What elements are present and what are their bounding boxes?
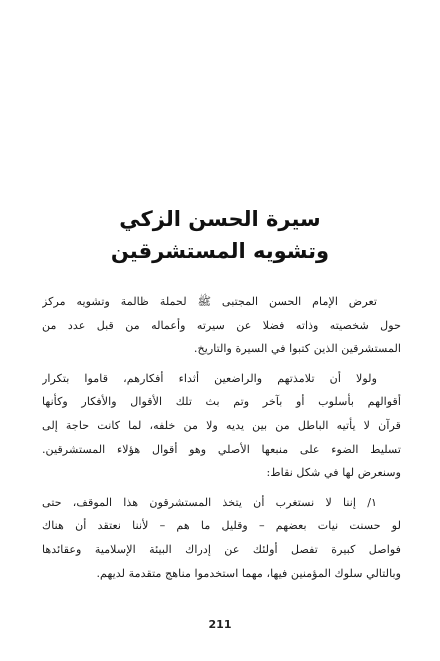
text-line: وسنعرض لها في شكل نقاط: — [266, 466, 401, 480]
chapter-title — [40, 203, 400, 267]
paragraph-3 — [42, 491, 401, 585]
page-number: 211 — [208, 618, 232, 631]
text-line: ١/ إننا لا نستغرب أن يتخذ المستشرقون هذا الموقف، حتى — [42, 495, 377, 509]
text-line: فواصل كبيرة تفصل أولئك عن إدراك البيئة الإسلامية وعقائدها — [42, 542, 401, 556]
text-line: قرآن لا يأتيه الباطل من بين يديه ولا من خلفه، لما كانت حاجة إلى — [42, 418, 401, 432]
paragraph-1 — [42, 290, 401, 361]
body-text — [42, 290, 401, 591]
text-line: تعرض الإمام الحسن المجتبى ﷺ لحملة ظالمة وتشويه مركز — [42, 295, 377, 308]
text-line: حول شخصيته وذاته فضلا عن سيرته وأعماله من قبل عدد من — [42, 318, 401, 332]
text-line: وبالتالي سلوك المؤمنين فيها، مهما استخدموا مناهج متقدمة لديهم. — [96, 566, 401, 580]
text-line: ولولا أن تلامذتهم والراضعين أثداء أفكارهم، قاموا بتكرار — [42, 371, 377, 385]
chapter-title-line-2: وتشويه المستشرقين — [110, 239, 330, 263]
text-line: تسليط الضوء على منبعها الأصلي وهو أقوال هؤلاء المستشرقين. — [42, 442, 401, 456]
text-line: أقوالهم بأسلوب أو بآخر وتم بث تلك الأقوال والأفكار وكأنها — [42, 395, 401, 409]
text-line: المستشرقين الذين كتبوا في السيرة والتاريخ. — [193, 342, 401, 356]
chapter-title-line-1: سيرة الحسن الزكي — [119, 207, 321, 231]
paragraph-2 — [42, 367, 401, 485]
text-line: لو حسنت نيات بعضهم – وقليل ما هم – لأننا نعتقد أن هناك — [42, 519, 401, 533]
